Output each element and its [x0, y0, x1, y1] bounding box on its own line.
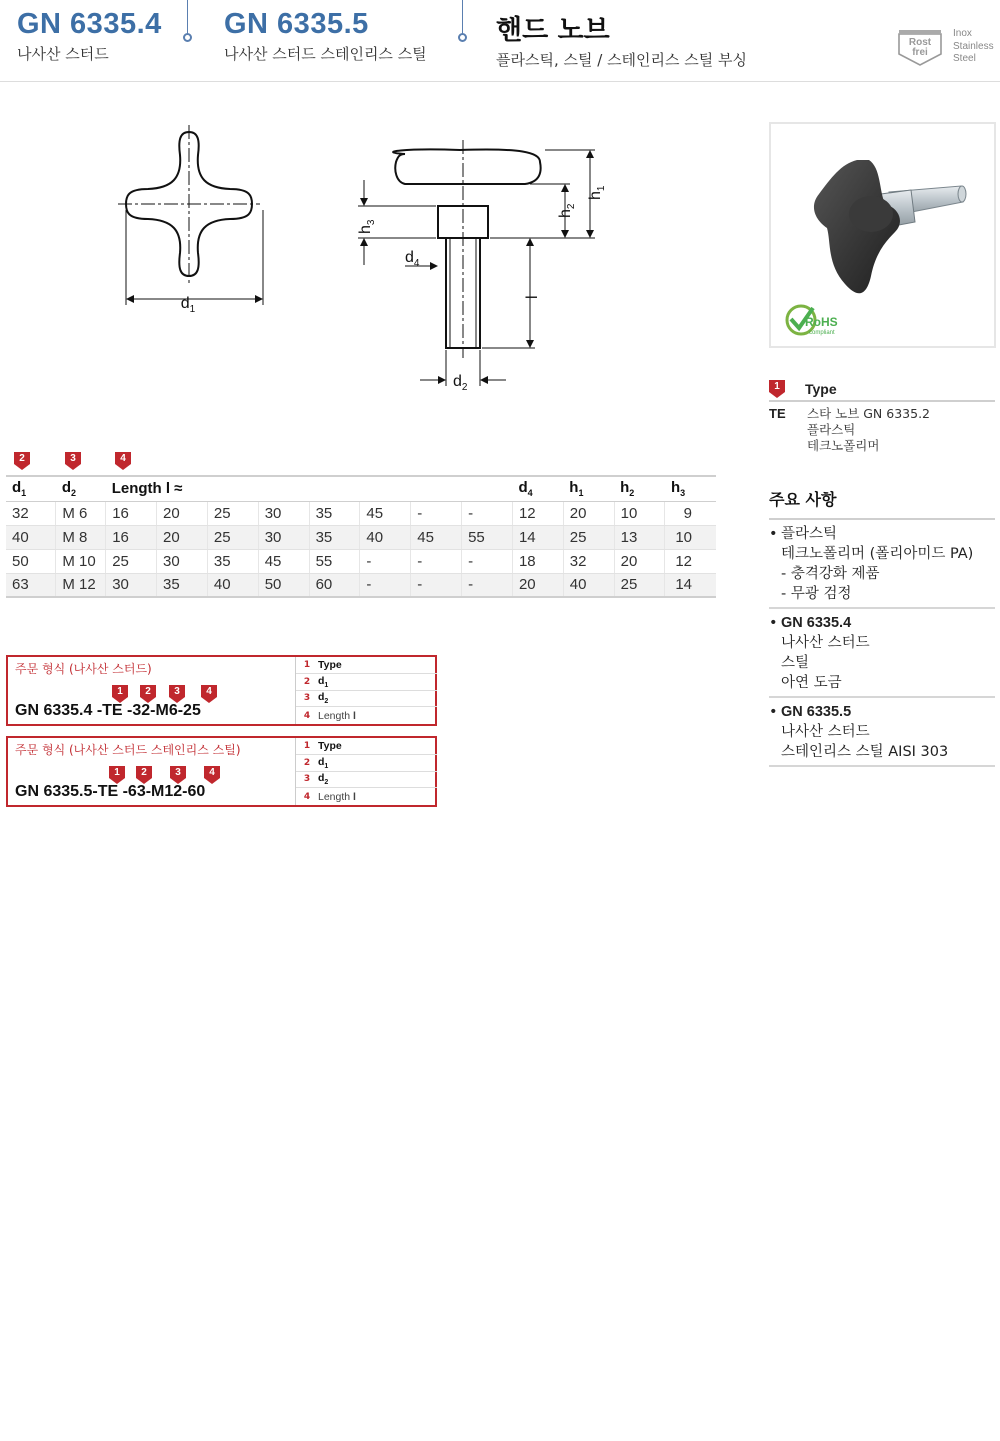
legend-row: 3 $d_2$ — [296, 772, 437, 789]
note-item: • GN 6335.4 나사산 스터드 스틸 아연 도금 — [769, 609, 995, 698]
order-legend — [295, 738, 437, 805]
product-sub-2: 나사산 스터드 스테인리스 스틸 — [224, 45, 427, 63]
product-code-2: GN 6335.5 — [224, 8, 369, 40]
legend-row: 2 $d_1$ — [296, 755, 437, 772]
key-notes — [769, 487, 995, 767]
product-photo — [769, 122, 996, 348]
label-d2: $d_2$ — [453, 373, 468, 393]
inox-label — [953, 28, 994, 66]
label-d1: $d_1$ — [180, 295, 196, 315]
inox-line: Stainless — [953, 40, 994, 52]
inox-line: Inox — [953, 28, 972, 39]
order-code: GN 6335.4 -TE -32-M6-25 — [15, 702, 201, 719]
note-item: • GN 6335.5 나사산 스터드 스테인리스 스틸 AISI 303 — [769, 698, 995, 767]
header-divider-dot — [458, 33, 467, 42]
order-example-1 — [6, 655, 437, 726]
product-code-block-1 — [17, 8, 162, 64]
header-divider-dot — [183, 33, 192, 42]
type-marker: 1 — [769, 380, 785, 398]
col-header: $h_3$ — [665, 476, 716, 501]
order-code: GN 6335.5-TE -63-M12-60 — [15, 783, 206, 800]
notes-heading: 주요 사항 — [769, 487, 995, 520]
badge-frei-text: frei — [912, 47, 928, 58]
order-marker: 1 — [112, 685, 128, 707]
badge-rost-text: Rost — [908, 37, 932, 48]
order-marker: 4 — [204, 766, 220, 788]
order-title: 주문 형식 (나사산 스터드 스테인리스 스틸) — [15, 743, 241, 757]
col-header: $d_1$ — [6, 476, 56, 501]
order-marker: 3 — [170, 766, 186, 788]
type-line: 스타 노브 GN 6335.2 — [807, 406, 930, 421]
order-marker: 3 — [169, 685, 185, 707]
col-header: $d_2$ — [56, 476, 106, 501]
product-code-block-2 — [224, 8, 427, 64]
type-line: 테크노폴리머 — [807, 438, 880, 453]
column-marker: 2 — [14, 452, 30, 474]
order-marker: 2 — [136, 766, 152, 788]
label-h1: $h_1$ — [587, 185, 607, 200]
legend-row: 1 Type — [296, 738, 437, 755]
legend-row: 4 Length l — [303, 709, 356, 722]
table-row: 63 M 12 30 35 40 50 60 - - - 20 40 25 14 — [6, 573, 716, 597]
type-entry — [769, 406, 995, 454]
product-sub-1: 나사산 스터드 — [17, 45, 109, 63]
type-heading-row — [769, 380, 995, 402]
dimensions-table — [6, 475, 716, 598]
type-box — [769, 380, 995, 454]
order-example-2 — [6, 736, 437, 807]
product-title: 핸드 노브 — [496, 15, 610, 46]
note-item: • 플라스틱 테크노폴리머 (폴리아미드 PA) - 충격강화 제품 - 무광 검정 — [769, 520, 995, 609]
type-code: TE — [769, 406, 786, 421]
order-title: 주문 형식 (나사산 스터드) — [15, 662, 152, 676]
legend-row: 3 $d_2$ — [296, 691, 437, 708]
label-h3: $h_3$ — [357, 219, 377, 234]
rohs-sub: compliant — [809, 330, 835, 336]
legend-row: 4 Length l — [303, 790, 356, 803]
technical-drawing — [100, 110, 607, 410]
inox-line: Steel — [953, 53, 976, 64]
table-header-row — [6, 476, 716, 501]
product-image — [771, 124, 994, 346]
header-divider — [462, 0, 463, 36]
rostfrei-badge-icon — [897, 28, 943, 66]
type-description — [807, 406, 930, 454]
col-header-length: Length l ≈ — [106, 476, 513, 501]
column-marker: 4 — [115, 452, 131, 474]
order-marker: 1 — [109, 766, 125, 788]
product-subtitle: 플라스틱, 스틸 / 스테인리스 스틸 부싱 — [496, 51, 748, 69]
product-title-block — [496, 8, 747, 70]
order-legend — [295, 657, 437, 724]
type-heading: Type — [805, 381, 837, 397]
label-h2: $h_2$ — [557, 203, 577, 218]
label-l: l — [524, 295, 541, 299]
knob-side-view — [348, 149, 541, 348]
label-d4: $d_4$ — [405, 249, 420, 269]
order-marker: 2 — [140, 685, 156, 707]
table-row: 40 M 8 16 20 25 30 35 40 45 55 14 25 13 10 — [6, 525, 716, 549]
legend-row: 1 Type — [296, 657, 437, 674]
column-marker: 3 — [65, 452, 81, 474]
page-header — [0, 0, 1000, 82]
header-divider — [187, 0, 188, 36]
table-row: 32 M 6 16 20 25 30 35 45 - - 12 20 10 9 — [6, 501, 716, 525]
legend-row: 2 $d_1$ — [296, 674, 437, 691]
table-row: 50 M 10 25 30 35 45 55 - - - 18 32 20 12 — [6, 549, 716, 573]
col-header: $h_1$ — [563, 476, 614, 501]
rohs-text: RoHS — [805, 315, 838, 329]
order-marker: 4 — [201, 685, 217, 707]
col-header: $d_4$ — [512, 476, 563, 501]
product-code-1: GN 6335.4 — [17, 8, 162, 40]
col-header: $h_2$ — [614, 476, 665, 501]
type-line: 플라스틱 — [807, 422, 856, 437]
